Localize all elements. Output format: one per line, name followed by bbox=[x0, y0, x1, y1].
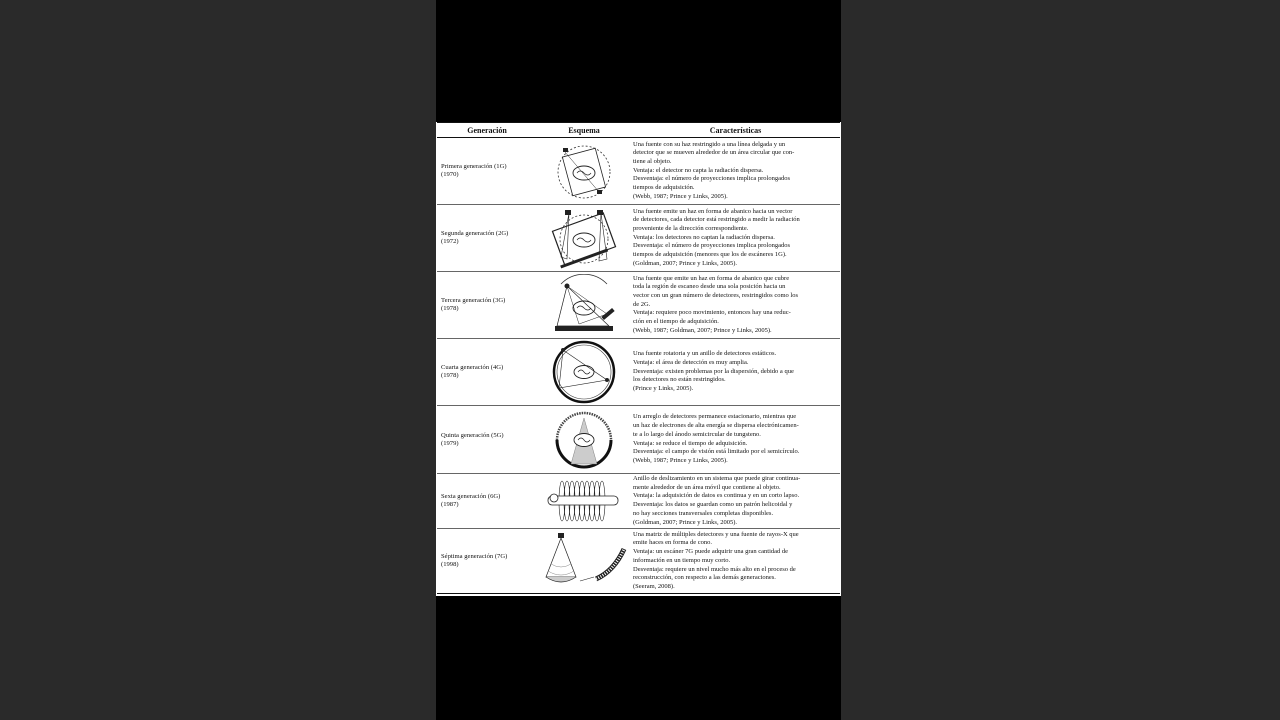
scheme-cell bbox=[537, 138, 631, 205]
generation-cell bbox=[437, 474, 537, 529]
features-line: Anillo de deslizamiento en un sistema que puede girar continua- bbox=[633, 475, 801, 482]
features-line: no hay secciones transversales completas disponibles. bbox=[633, 509, 774, 517]
features-line: vector con un gran número de detectores, restringidos como los bbox=[633, 291, 798, 299]
third-generation-diagram bbox=[549, 274, 619, 336]
header-generation: Generación bbox=[437, 123, 537, 138]
ct-generations-table bbox=[437, 122, 840, 594]
features-cell bbox=[631, 272, 840, 339]
generation-year: (1978) bbox=[441, 372, 459, 379]
fifth-generation-diagram bbox=[549, 408, 619, 472]
fourth-generation-diagram bbox=[549, 340, 619, 404]
generation-name: Cuarta generación (4G) bbox=[441, 364, 504, 371]
features-line: tiempos de adquisición (menores que los de escáneres 1G). bbox=[633, 251, 787, 259]
table-row bbox=[437, 272, 840, 339]
features-line: (Seeram, 2008). bbox=[633, 582, 675, 590]
scheme-cell bbox=[537, 406, 631, 474]
table-row bbox=[437, 339, 840, 406]
features-line: tiempos de adquisición. bbox=[633, 184, 695, 192]
features-cell bbox=[631, 205, 840, 272]
scheme-cell bbox=[537, 272, 631, 339]
generation-cell bbox=[437, 339, 537, 406]
features-line: un haz de electrones de alta energía se dispersa electrónicamen- bbox=[633, 422, 799, 430]
table-row bbox=[437, 205, 840, 272]
features-line: de 2G. bbox=[633, 300, 651, 308]
scheme-cell bbox=[537, 474, 631, 529]
generation-name: Tercera generación (3G) bbox=[441, 297, 506, 304]
features-line: información en un tiempo muy corto. bbox=[633, 556, 731, 564]
table-row bbox=[437, 138, 840, 205]
second-generation-diagram bbox=[549, 207, 619, 269]
generation-year: (1978) bbox=[441, 305, 459, 312]
seventh-generation-diagram bbox=[540, 531, 628, 591]
generation-cell bbox=[437, 529, 537, 594]
generation-year: (1979) bbox=[441, 439, 459, 447]
features-line: Ventaja: el área de detección es muy amplia. bbox=[633, 358, 749, 366]
header-scheme: Esquema bbox=[537, 123, 631, 138]
generation-cell bbox=[437, 205, 537, 272]
generation-name: Sexta generación (6G) bbox=[441, 493, 501, 501]
features-line: Una matriz de múltiples detectores y una fuente de rayos-X que bbox=[633, 530, 799, 538]
generation-name: Quinta generación (5G) bbox=[441, 431, 504, 439]
table-row bbox=[437, 474, 840, 529]
scheme-cell bbox=[537, 529, 631, 594]
sixth-generation-diagram bbox=[544, 476, 624, 526]
features-line: Un arreglo de detectores permanece estacionario, mientras que bbox=[633, 413, 797, 421]
features-line: Ventaja: la adquisición de datos es continua y en un corto lapso. bbox=[633, 492, 800, 500]
features-line: Ventaja: se reduce el tiempo de adquisición. bbox=[633, 439, 748, 447]
generation-name: Séptima generación (7G) bbox=[441, 553, 508, 561]
generation-cell bbox=[437, 138, 537, 205]
generation-name: Primera generación (1G) bbox=[441, 163, 507, 170]
features-line: (Webb, 1987; Prince y Links, 2005). bbox=[633, 456, 728, 464]
features-line: los detectores no están restringidos. bbox=[633, 376, 726, 384]
features-cell bbox=[631, 406, 840, 474]
features-line: Desventaja: los datos se guardan como un patrón helicoidal y bbox=[633, 501, 793, 509]
features-line: (Goldman, 2007; Prince y Links, 2005). bbox=[633, 518, 737, 526]
features-line: Ventaja: un escáner 7G puede adquirir una gran cantidad de bbox=[633, 548, 789, 556]
scheme-cell bbox=[537, 205, 631, 272]
document-page bbox=[436, 122, 841, 596]
features-line: (Webb, 1987; Goldman, 2007; Prince y Links, 2005). bbox=[633, 326, 772, 334]
generation-year: (1998) bbox=[441, 561, 459, 569]
header-features: Características bbox=[631, 123, 840, 138]
features-line: ción en el tiempo de adquisición. bbox=[633, 318, 719, 326]
features-line: toda la región de escaneo desde una sola posición hacia un bbox=[633, 283, 786, 291]
features-line: Una fuente con su haz restringido a una línea delgada y un bbox=[633, 140, 786, 148]
generation-year: (1987) bbox=[441, 501, 459, 509]
features-cell bbox=[631, 474, 840, 529]
features-cell bbox=[631, 339, 840, 406]
features-line: reconstrucción, con respecto a las demás generaciones. bbox=[633, 574, 776, 582]
features-line: Desventaja: existen problemas por la dispersión, debido a que bbox=[633, 367, 794, 375]
features-line: (Goldman, 2007; Prince y Links, 2005). bbox=[633, 259, 737, 267]
generation-cell bbox=[437, 272, 537, 339]
features-line: (Prince y Links, 2005). bbox=[633, 385, 694, 393]
features-line: de detectores, cada detector está restringido a medir la radiación bbox=[633, 216, 800, 224]
features-line: Una fuente rotatoria y un anillo de detectores estáticos. bbox=[633, 350, 777, 358]
generation-year: (1970) bbox=[441, 171, 459, 178]
features-line: Desventaja: el campo de visión está limitado por el semicírculo. bbox=[633, 448, 800, 456]
generation-cell bbox=[437, 406, 537, 474]
features-line: Ventaja: los detectores no captan la radiación dispersa. bbox=[633, 233, 775, 241]
first-generation-diagram bbox=[549, 140, 619, 202]
table-header-row bbox=[437, 123, 840, 138]
features-cell bbox=[631, 138, 840, 205]
features-line: te a lo largo del ánodo semicircular de tungsteno. bbox=[633, 430, 761, 438]
features-line: Ventaja: requiere poco movimiento, entonces hay una reduc- bbox=[633, 309, 791, 317]
table-row bbox=[437, 406, 840, 474]
features-line: detector que se mueven alrededor de un área circular que con- bbox=[633, 149, 795, 157]
features-line: (Webb, 1987; Prince y Links, 2005). bbox=[633, 192, 728, 200]
generation-name: Segunda generación (2G) bbox=[441, 230, 509, 237]
features-line: Desventaja: el número de proyecciones implica prolongados bbox=[633, 242, 791, 250]
features-line: emite haces en forma de cono. bbox=[633, 539, 713, 547]
scheme-cell bbox=[537, 339, 631, 406]
generation-year: (1972) bbox=[441, 238, 459, 245]
features-line: Desventaja: requiere un nivel mucho más alto en el proceso de bbox=[633, 565, 796, 573]
image-viewer bbox=[436, 0, 841, 720]
features-line: Desventaja: el número de proyecciones implica prolongados bbox=[633, 175, 791, 183]
features-line: Una fuente que emite un haz en forma de abanico que cubre bbox=[633, 274, 790, 282]
features-line: Una fuente emite un haz en forma de abanico hacia un vector bbox=[633, 207, 793, 215]
table-row bbox=[437, 529, 840, 594]
features-line: mente alrededor de un área móvil que contiene al objeto. bbox=[633, 483, 781, 491]
features-line: tiene al objeto. bbox=[633, 157, 672, 165]
features-cell bbox=[631, 529, 840, 594]
features-line: proveniente de la dirección correspondiente. bbox=[633, 224, 749, 232]
features-line: Ventaja: el detector no capta la radiación dispersa. bbox=[633, 166, 764, 174]
